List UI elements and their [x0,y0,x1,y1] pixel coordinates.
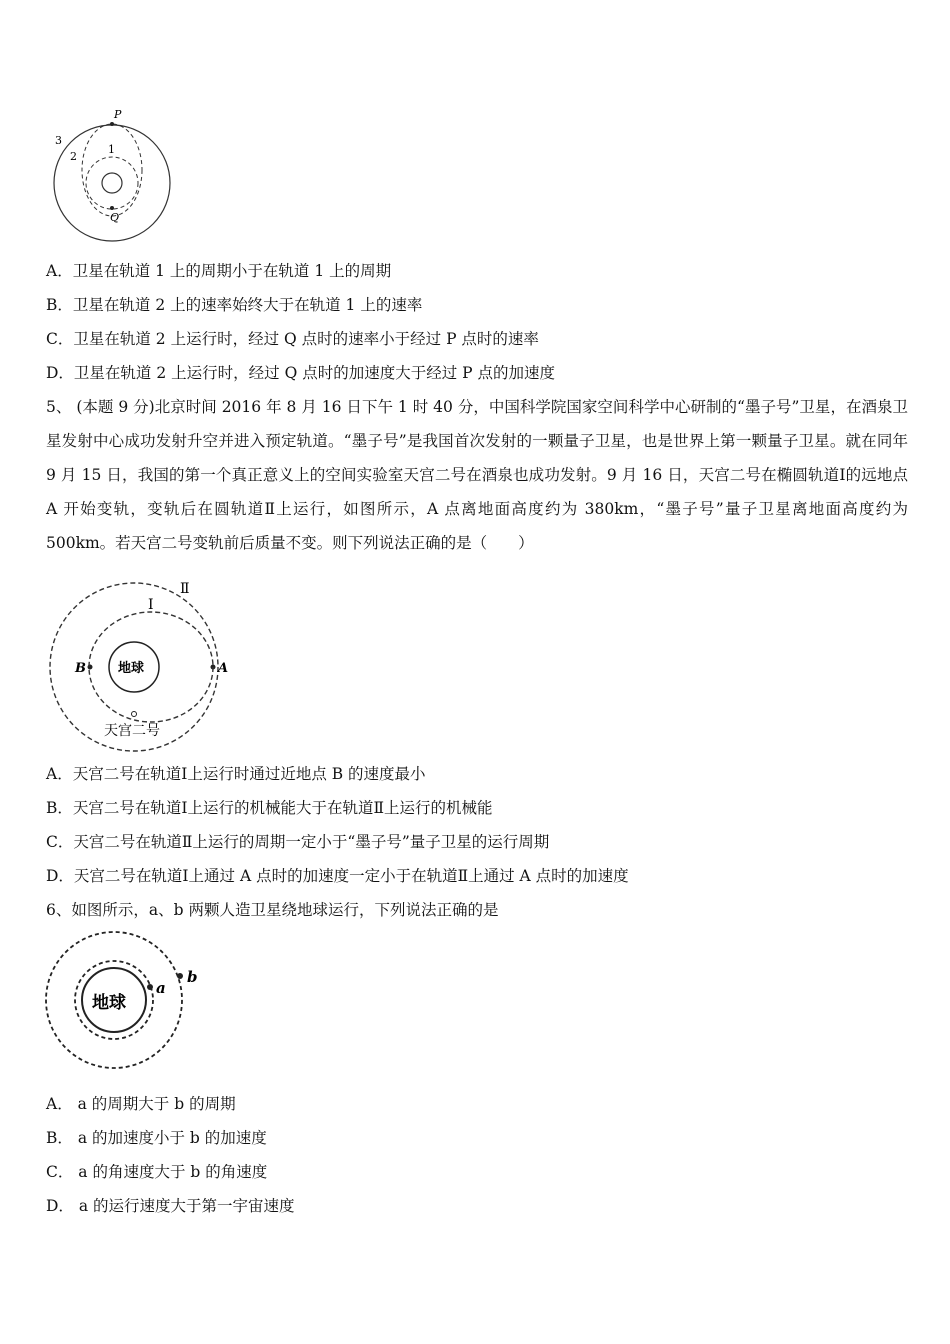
q4-option-c: C．卫星在轨道 2 上运行时，经过 Q 点时的速率小于经过 P 点时的速率 [46,330,539,348]
b-label: B [75,661,86,676]
q-label: Q [110,211,120,224]
q4-option-a: A．卫星在轨道 1 上的周期小于在轨道 1 上的周期 [46,262,392,280]
orbit-1-circle [86,157,138,209]
q4-orbit-figure [50,103,180,245]
p-label: P [114,108,122,121]
q6-stem: 6、如图所示，a、b 两颗人造卫星绕地球运行，下列说法正确的是 [46,901,499,919]
q5-option-c: C．天宫二号在轨道Ⅱ上运行的周期一定小于“墨子号”量子卫星的运行周期 [46,833,550,851]
q5-option-a: A．天宫二号在轨道Ⅰ上运行时通过近地点 B 的速度最小 [46,765,426,783]
q5-option-b: B．天宫二号在轨道Ⅰ上运行的机械能大于在轨道Ⅱ上运行的机械能 [46,799,493,817]
q5-orbit-1-overlay [46,578,236,756]
a-label: A [218,661,229,676]
earth-circle [102,173,122,193]
a-label: a [156,979,166,997]
orbit-2-label: 2 [70,150,77,163]
q6-orbit-figure [44,930,204,1070]
earth-label: 地球 [92,993,126,1013]
station-label: 天宫二号 [104,723,160,739]
q5-stem: 5、 (本题 9 分)北京时间 2016 年 8 月 16 日下午 1 时 40 分，中国科学院国家空间科学中心研制的“墨子号”卫星，在酒泉卫星发射中心成功发射升空并进入预定轨道。“墨子号”是我国首次发射的一颗量子卫星，也是世界上第一颗量子卫星。就在同年 9 月 15 日，我国的第一个真正意义上的空间实验室天宫二号在酒泉也成功发射。9 月 16 日，天宫二号在椭圆轨道Ⅰ的远地点 A 开始变轨，变轨后在圆轨道Ⅱ上运行，如图所示，A 点离地面高度约为 380km，“墨子号”量子卫星离地面高度约为 500km。若天宫二号变轨前后质量不变。则下列说法正确的是（ ） [46,398,908,552]
earth-label: 地球 [118,661,145,676]
q6-option-b: B． a 的加速度小于 b 的加速度 [46,1129,267,1147]
q6-option-c: C． a 的角速度大于 b 的角速度 [46,1163,268,1181]
q4-option-b: B．卫星在轨道 2 上的速率始终大于在轨道 1 上的速率 [46,296,423,314]
orbit-2-label: Ⅱ [180,581,190,597]
q6-option-a: A． a 的周期大于 b 的周期 [46,1095,236,1113]
q5-option-d: D．天宫二号在轨道Ⅰ上通过 A 点时的加速度一定小于在轨道Ⅱ上通过 A 点时的加速度 [46,867,629,885]
satellite-a [147,984,153,990]
orbit-2-ellipse [82,124,142,216]
p-point [110,122,114,126]
q4-option-d: D．卫星在轨道 2 上运行时，经过 Q 点时的加速度大于经过 P 点的加速度 [46,364,555,382]
q-point [110,206,114,210]
q6-option-d: D． a 的运行速度大于第一宇宙速度 [46,1197,295,1215]
orbit-1-ring [89,612,213,722]
orbit-3-label: 3 [55,134,62,147]
b-label: b [187,968,198,986]
orbit-1-label: Ⅰ [148,597,154,613]
satellite-b [177,973,183,979]
orbit-1-label: 1 [108,143,115,156]
